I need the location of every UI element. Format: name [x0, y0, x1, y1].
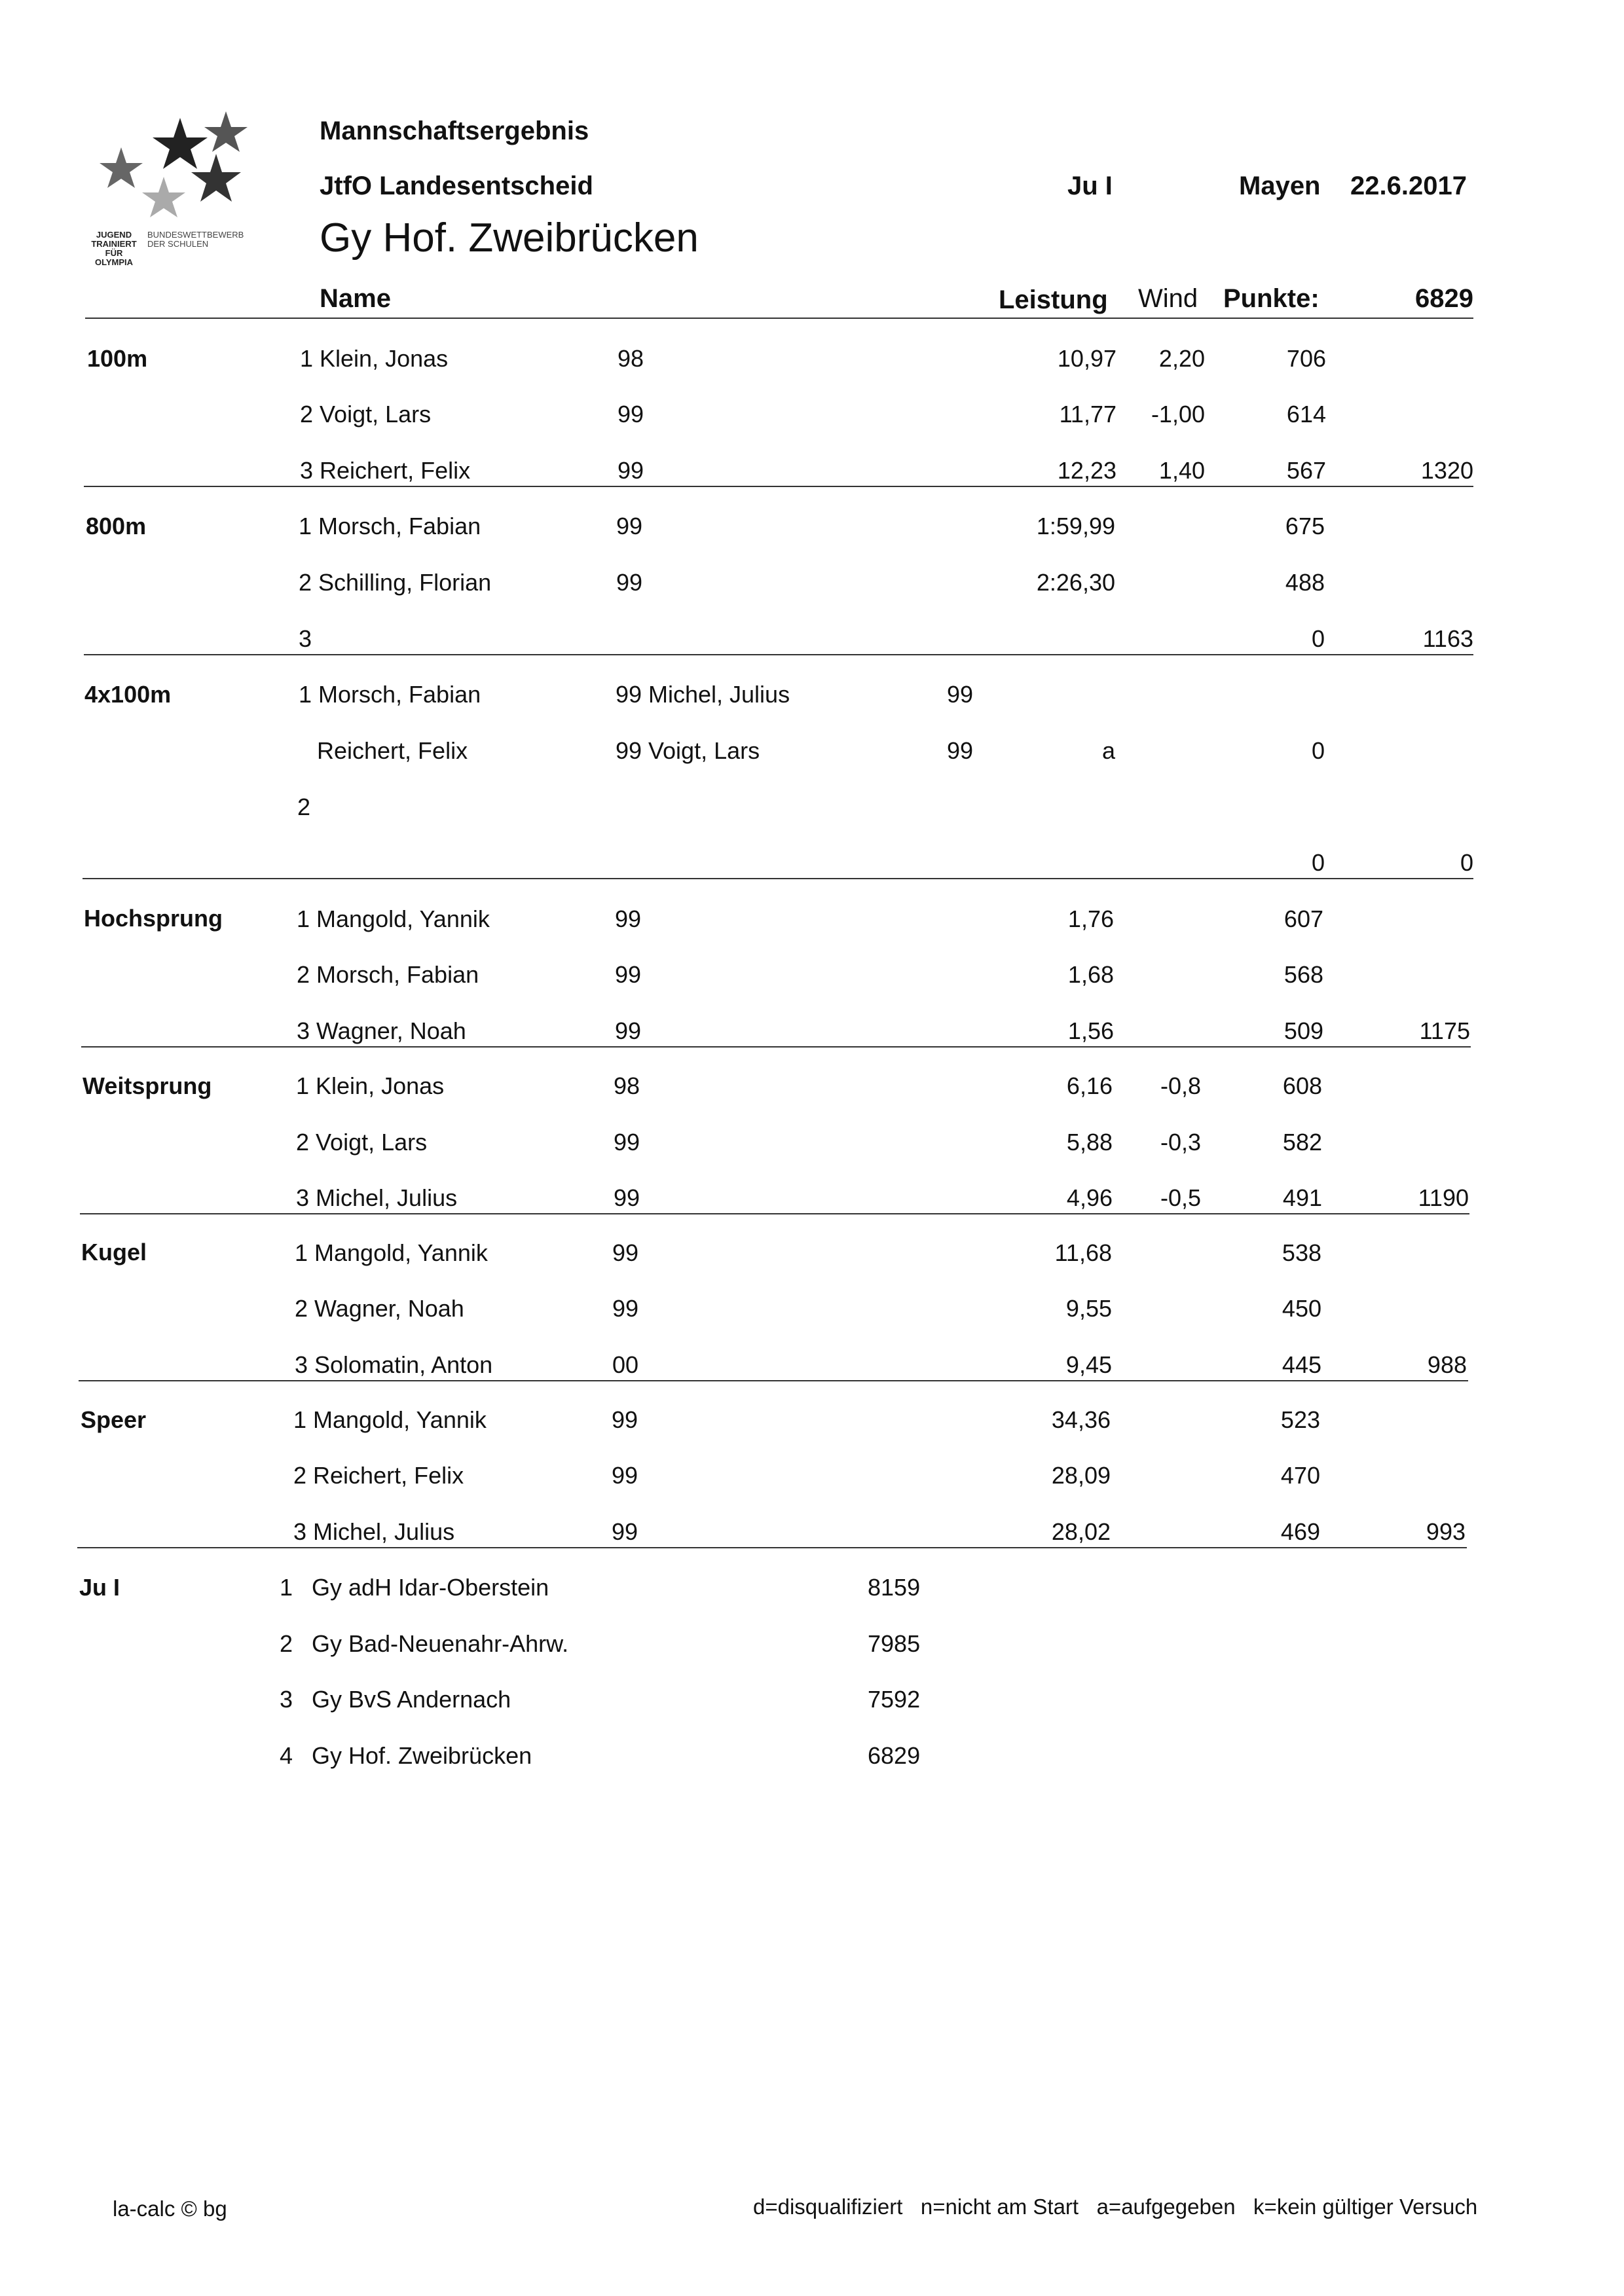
- date-label: 22.6.2017: [1350, 172, 1467, 200]
- relay-runner-year: 99: [947, 737, 974, 764]
- performance: a: [1101, 737, 1115, 764]
- logo-line-3: FÜR: [105, 248, 123, 258]
- ranking-team: Gy adH Idar-Oberstein: [312, 1574, 549, 1601]
- athlete-name: 2 Wagner, Noah: [295, 1295, 464, 1322]
- event-sum-100m: 1320: [1420, 457, 1473, 484]
- performance: 9,45: [1065, 1351, 1112, 1378]
- performance: 28,02: [1051, 1518, 1111, 1545]
- athlete-name: 3 Michel, Julius: [293, 1518, 455, 1545]
- athlete-year: 99: [612, 1406, 638, 1433]
- wind: 2,20: [1158, 345, 1205, 372]
- performance: 11,68: [1054, 1239, 1112, 1266]
- header-divider: [85, 318, 1473, 319]
- athlete-name: 3: [299, 625, 312, 652]
- performance: 1:59,99: [1036, 513, 1115, 539]
- competition-name: JtfO Landesentscheid: [320, 172, 593, 200]
- athlete-year: 99: [612, 1239, 639, 1266]
- ranking-points: 6829: [868, 1742, 921, 1769]
- points: 470: [1280, 1462, 1320, 1489]
- ranking-label: Ju I: [79, 1574, 120, 1601]
- athlete-name: 2 Schilling, Florian: [299, 569, 492, 596]
- event-label-hochsprung: Hochsprung: [84, 905, 223, 932]
- col-leistung: Leistung: [999, 285, 1108, 314]
- athlete-name: 2 Voigt, Lars: [296, 1129, 428, 1156]
- relay-runner-name: Michel, Julius: [648, 681, 790, 708]
- athlete-name: 1 Mangold, Yannik: [295, 1239, 488, 1266]
- points: 445: [1282, 1351, 1321, 1378]
- performance: 4,96: [1066, 1184, 1113, 1211]
- points: 0: [1311, 625, 1325, 652]
- athlete-year: 99: [614, 1184, 640, 1211]
- athlete-year: 99: [618, 401, 644, 428]
- ranking-place: 1: [280, 1574, 293, 1601]
- points: 608: [1282, 1072, 1322, 1099]
- event-label-weitsprung: Weitsprung: [83, 1072, 212, 1099]
- logo-side-1: BUNDESWETTBEWERB: [147, 230, 244, 240]
- relay-team-number: 2: [297, 793, 311, 820]
- event-label-4x100m: 4x100m: [84, 681, 172, 708]
- relay-runner-year: 99: [947, 681, 974, 708]
- jtfo-logo: [85, 111, 275, 282]
- points: 568: [1283, 961, 1323, 988]
- wind: -0,3: [1160, 1129, 1201, 1156]
- category-label: Ju I: [1067, 172, 1113, 200]
- points: 607: [1283, 905, 1323, 932]
- points: 538: [1282, 1239, 1321, 1266]
- athlete-year: 99: [612, 1295, 639, 1322]
- event-sum-800m: 1163: [1422, 625, 1473, 652]
- points: 675: [1285, 513, 1325, 539]
- total-points: 6829: [1415, 284, 1473, 313]
- points: 567: [1286, 457, 1326, 484]
- athlete-year: 99: [615, 961, 642, 988]
- performance: 1,56: [1067, 1017, 1114, 1044]
- logo-line-4: OLYMPIA: [94, 257, 134, 267]
- athlete-year: 99: [615, 1017, 642, 1044]
- relay-runner-year: 99: [616, 681, 642, 708]
- athlete-name: 1 Mangold, Yannik: [297, 905, 490, 932]
- athlete-year: 99: [616, 513, 643, 539]
- event-sum-speer: 993: [1426, 1518, 1466, 1545]
- athlete-name: 3 Wagner, Noah: [297, 1017, 466, 1044]
- logo-line-1: JUGEND: [96, 230, 132, 240]
- col-punkte: Punkte:: [1223, 284, 1320, 313]
- event-sum-kugel: 988: [1427, 1351, 1467, 1378]
- footer-legend: d=disqualifiziert n=nicht am Start a=aufgegeben k=kein gültiger Versuch: [753, 2195, 1478, 2219]
- logo-side-2: DER SCHULEN: [147, 239, 209, 249]
- col-wind: Wind: [1138, 284, 1198, 313]
- performance: 1,68: [1067, 961, 1114, 988]
- athlete-year: 00: [612, 1351, 639, 1378]
- col-name: Name: [320, 284, 391, 313]
- section-divider: [81, 1046, 1471, 1048]
- performance: 11,77: [1059, 401, 1116, 428]
- points: 491: [1282, 1184, 1322, 1211]
- athlete-year: 99: [612, 1462, 638, 1489]
- event-label-100m: 100m: [87, 345, 148, 372]
- athlete-year: 98: [618, 345, 644, 372]
- athlete-name: 1 Klein, Jonas: [300, 345, 449, 372]
- athlete-year: 98: [614, 1072, 640, 1099]
- ranking-points: 8159: [868, 1574, 921, 1601]
- points: 450: [1282, 1295, 1321, 1322]
- athlete-name: 2 Reichert, Felix: [293, 1462, 464, 1489]
- points: 488: [1285, 569, 1325, 596]
- ranking-team: Gy Hof. Zweibrücken: [312, 1742, 532, 1769]
- athlete-name: 3 Michel, Julius: [296, 1184, 458, 1211]
- athlete-name: 2 Voigt, Lars: [300, 401, 432, 428]
- relay-runner-name: 1 Morsch, Fabian: [299, 681, 481, 708]
- ranking-place: 4: [280, 1742, 293, 1769]
- ranking-team: Gy BvS Andernach: [312, 1686, 511, 1713]
- points: 706: [1286, 345, 1326, 372]
- performance: 34,36: [1051, 1406, 1111, 1433]
- logo-line-2: TRAINIERT: [91, 239, 137, 249]
- performance: 1,76: [1067, 905, 1114, 932]
- athlete-name: 1 Klein, Jonas: [296, 1072, 445, 1099]
- stars-logo-icon: [85, 111, 275, 236]
- ranking-place: 2: [280, 1630, 293, 1657]
- performance: 5,88: [1066, 1129, 1113, 1156]
- ranking-place: 3: [280, 1686, 293, 1713]
- event-label-speer: Speer: [81, 1406, 147, 1433]
- points: 523: [1280, 1406, 1320, 1433]
- athlete-name: 3 Reichert, Felix: [300, 457, 471, 484]
- section-divider: [79, 1380, 1468, 1381]
- footer-software: la-calc © bg: [113, 2196, 227, 2221]
- relay-runner-name: Reichert, Felix: [317, 737, 468, 764]
- athlete-year: 99: [616, 569, 643, 596]
- event-label-kugel: Kugel: [81, 1239, 147, 1266]
- relay-runner-name: Voigt, Lars: [648, 737, 760, 764]
- ranking-points: 7985: [868, 1630, 921, 1657]
- athlete-name: 1 Morsch, Fabian: [299, 513, 481, 539]
- performance: 10,97: [1057, 345, 1116, 372]
- athlete-name: 2 Morsch, Fabian: [297, 961, 479, 988]
- athlete-name: 3 Solomatin, Anton: [295, 1351, 493, 1378]
- points: 582: [1282, 1129, 1322, 1156]
- points: 509: [1283, 1017, 1323, 1044]
- location-label: Mayen: [1239, 172, 1321, 200]
- event-sum-weitsprung: 1190: [1418, 1184, 1469, 1211]
- event-sum-hochsprung: 1175: [1419, 1017, 1470, 1044]
- relay-runner-year: 99: [616, 737, 642, 764]
- athlete-year: 99: [614, 1129, 640, 1156]
- points: 469: [1280, 1518, 1320, 1545]
- performance: 2:26,30: [1036, 569, 1115, 596]
- team-name: Gy Hof. Zweibrücken: [320, 215, 699, 261]
- section-divider: [77, 1547, 1467, 1548]
- section-divider: [83, 878, 1473, 879]
- points: 0: [1311, 849, 1325, 876]
- wind: -1,00: [1151, 401, 1205, 428]
- performance: 9,55: [1065, 1295, 1112, 1322]
- document-title: Mannschaftsergebnis: [320, 117, 589, 145]
- section-divider: [84, 654, 1473, 655]
- performance: 12,23: [1057, 457, 1116, 484]
- section-divider: [84, 486, 1473, 487]
- event-label-800m: 800m: [86, 513, 147, 539]
- athlete-year: 99: [612, 1518, 638, 1545]
- athlete-year: 99: [618, 457, 644, 484]
- points: 0: [1311, 737, 1325, 764]
- section-divider: [80, 1213, 1469, 1214]
- ranking-points: 7592: [868, 1686, 921, 1713]
- athlete-year: 99: [615, 905, 642, 932]
- points: 614: [1286, 401, 1326, 428]
- athlete-name: 1 Mangold, Yannik: [293, 1406, 487, 1433]
- performance: 28,09: [1051, 1462, 1111, 1489]
- wind: -0,8: [1160, 1072, 1201, 1099]
- event-sum-4x100m: 0: [1460, 849, 1473, 876]
- wind: -0,5: [1160, 1184, 1201, 1211]
- wind: 1,40: [1158, 457, 1205, 484]
- performance: 6,16: [1066, 1072, 1113, 1099]
- ranking-team: Gy Bad-Neuenahr-Ahrw.: [312, 1630, 569, 1657]
